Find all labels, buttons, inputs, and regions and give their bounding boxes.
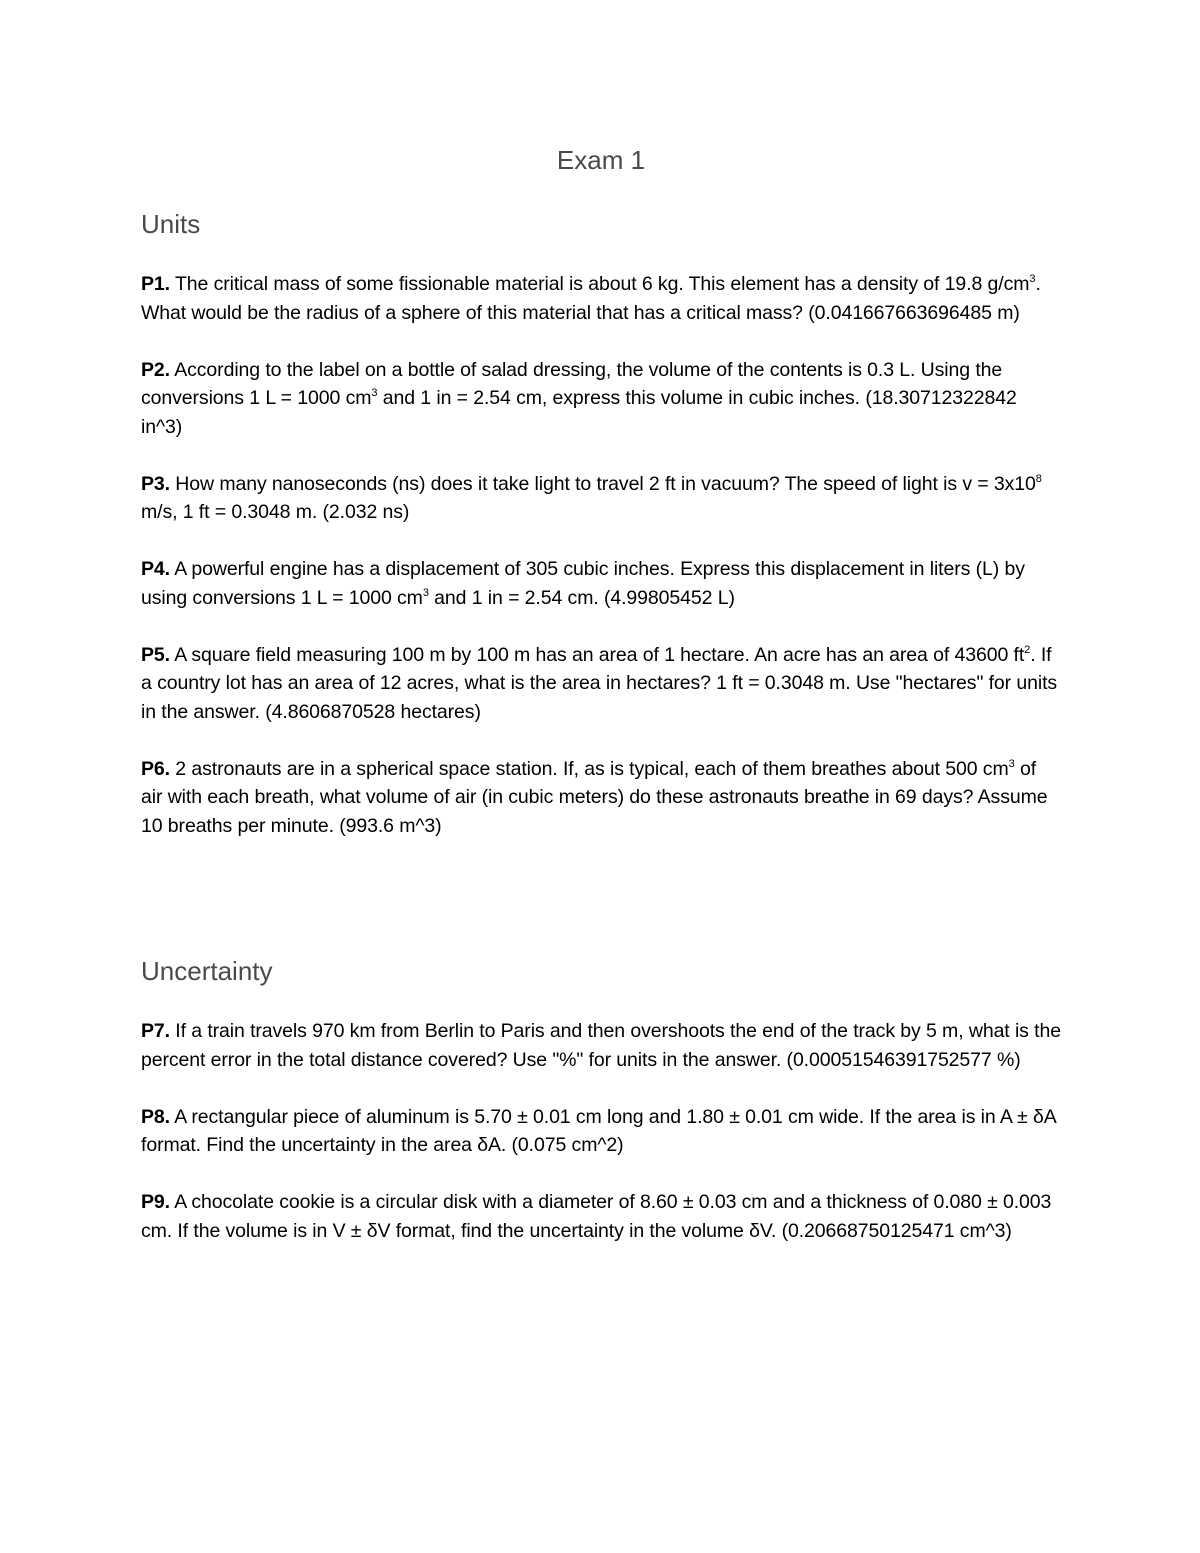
problem-label: P9. <box>141 1191 170 1213</box>
problem-p1: P1. The critical mass of some fissionable material is about 6 kg. This element has a density of 19.8 $g/cm^3$. What would be the radius of a sphere of this material that has a critical mass? (0.041667663696485 m) <box>141 273 1041 324</box>
problem-label: P4. <box>141 558 170 580</box>
problem-label: P8. <box>141 1105 170 1128</box>
problem-p9: P9. A chocolate cookie is a circular disk with a diameter of 8.60 ± 0.03 cm and a thickness of 0.080 ± 0.003 cm. If the volume is in V ± δV format, find the uncertainty in the volume δV. (0.20668750125471 cm^3) <box>141 1191 1052 1242</box>
uncertainty-problem-list <box>141 1017 1061 1274</box>
problem-p7: P7. If a train travels 970 km from Berlin to Paris and then overshoots the end of the track by 5 m, what is the percent error in the total distance covered? Use "%" for units in the answer. (0.00051546391752577 %) <box>141 1020 1061 1071</box>
problem-p6: P6. 2 astronauts are in a spherical space station. If, as is typical, each of them breathes about 500 $cm^3$ of air with each breath, what volume of air (in cubic meters) do these astronauts breathe in 69 days? Assume 10 breaths per minute. (993.6 m^3) <box>141 757 1048 837</box>
problem-p2: P2. According to the label on a bottle of salad dressing, the volume of the contents is 0.3 L. Using the conversions 1 L = 1000 $cm^3$ and 1 in = 2.54 cm, express this volume in cubic inches. (18.30712322842 in^3) <box>141 358 1017 438</box>
superscript: 8 <box>1035 472 1042 485</box>
problem-p4: P4. A powerful engine has a displacement of 305 cubic inches. Express this displacement in liters (L) by using conversions 1 L = 1000 $cm^3$ and 1 in = 2.54 cm. (4.99805452 L) <box>141 558 1025 609</box>
superscript: 3 <box>1008 757 1015 770</box>
problem-p5: P5. A square field measuring 100 m by 100 m has an area of 1 hectare. An acre has an area of 43600 $ft^2$. If a country lot has an area of 12 acres, what is the area in hectares? 1 ft = 0.3048 m. Use "hectares" for units in the answer. (4.8606870528 hectares) <box>141 643 1058 723</box>
section-heading-uncertainty: Uncertainty <box>141 956 273 986</box>
units-problem-list <box>141 270 1061 869</box>
section-heading-units: Units <box>141 209 201 239</box>
superscript: 2 <box>1024 643 1031 656</box>
superscript: 3 <box>1029 273 1036 285</box>
problem-label: P7. <box>141 1020 170 1042</box>
document-title: Exam 1 <box>556 145 646 175</box>
problem-label: P6. <box>141 757 170 780</box>
problem-label: P1. <box>141 273 170 295</box>
problem-label: P3. <box>141 472 170 495</box>
problem-label: P2. <box>141 358 170 381</box>
problem-p3: P3. How many nanoseconds (ns) does it take light to travel 2 ft in vacuum? The speed of light is $v = 3x10^8$ m/s, 1 ft = 0.3048 m. (2.032 ns) <box>141 472 1042 523</box>
superscript: 3 <box>371 387 378 399</box>
problem-p8: P8. A rectangular piece of aluminum is 5.70 ± 0.01 cm long and 1.80 ± 0.01 cm wide. If the area is in A ± δA format. Find the uncertainty in the area δA. (0.075 cm^2) <box>141 1105 1056 1156</box>
problem-label: P5. <box>141 643 170 666</box>
superscript: 3 <box>422 586 429 599</box>
